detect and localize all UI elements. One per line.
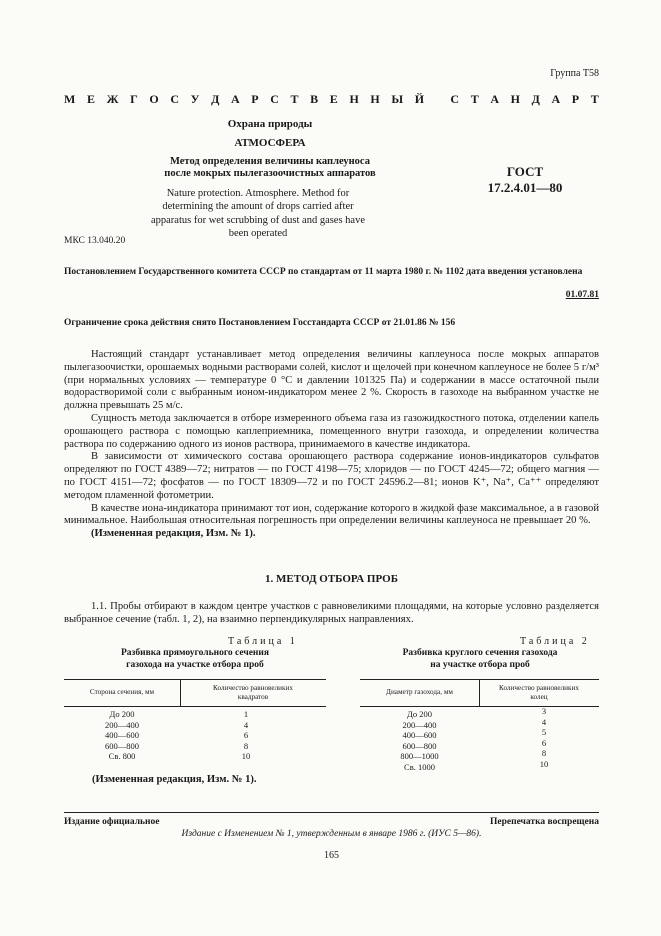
heading-letter: С [170,92,179,106]
title-line-1: Охрана природы [227,118,313,130]
heading-letter: Н [370,92,380,106]
heading-letter: Ы [391,92,404,106]
table-cell: 10 [241,751,251,762]
heading-letter: А [490,92,499,106]
title-line-2: АТМОСФЕРА [234,137,306,149]
paragraph: В зависимости от химического состава орошающего раствора содержание ионов-индикаторов сульфатов определяют по ГОСТ 4389—72; нитратов — по ГОСТ 4198—75; хлоридов — по ГОСТ 4245—72; общего магния — по ГОСТ 4151—72; фосфатов — по ГОСТ 18309—72 и по ГОСТ 24596.2—81; ионов K⁺, Na⁺, Ca⁺⁺ определяют методом пламенной фотометрии. [64,451,599,501]
heading-letter: Ж [106,92,119,106]
title-english-a: Nature protection. Atmosphere. Method for [166,188,350,199]
table1-title-a: Разбивка прямоугольного сечения [120,648,269,658]
table-cell: 8 [243,740,249,751]
table1-head-1: Сторона сечения, мм [89,688,155,696]
table-cell: До 200 [109,709,135,719]
heading-letter: Е [86,92,95,106]
table1-top-rule [64,679,326,680]
table-cell: 1 [243,709,249,719]
intro-date: 01.07.81 [565,290,599,300]
heading-letter: Р [251,92,259,106]
table2-title-a: Разбивка круглого сечения газохода [402,648,558,658]
group-code: Группа Т58 [550,68,599,79]
table-cell: 200—400 [105,719,139,730]
heading-letter: Н [510,92,520,106]
heading-letter: Д [531,92,540,106]
table1-head-2a: Количество равновеликих [213,684,293,692]
table-cell: 6 [243,730,249,741]
decree-text: Постановлением Государственного комитета СССР по стандартам от 11 марта 1980 г. № 1102 дата введения установлена [64,267,583,277]
paragraph: Сущность метода заключается в отборе измеренного объема газа из газожидкостного потока, отделении капель орошающего раствора с помощью каплеприемника, помещенного внутри газохода, и определении количества раствора по содержанию одного из ионов раствора, принимаемого в качестве индикатора. [64,412,599,450]
title-method-b: после мокрых пылегазоочистных аппаратов [164,168,376,179]
heading-letter: В [310,92,319,106]
heading-letter [436,92,439,107]
table-cell: 600—800 [402,740,437,751]
table-cell: 4 [243,719,249,730]
heading-letter: М [64,92,76,106]
table1-col-1 [64,709,180,762]
interstate-standard-heading [64,92,599,107]
table2-title-b: на участке отбора проб [430,659,530,670]
title-english-c: apparatus for wet scrubbing of dust and gases have [150,214,366,226]
table2-col-2 [479,706,609,770]
paragraph: Настоящий стандарт устанавливает метод определения величины каплеуноса после мокрых аппаратов пылегазоочистки, орошаемых водными растворами солей, кислот и щелочей при конечном каплеуносе не более 5 г/м³ (при нормальных условиях — температуре 0 °С и давлении 101325 Па) и содержании в массе остаточной пыли водорастворимой соли с выбранным ионом-индикатором менее 2 %. Скорость в газоходе на выбранном участке не должна превышать 25 м/с. [64,349,599,412]
table1-title [64,648,326,671]
mks-code: МКС 13.040.20 [64,236,126,246]
table-cell: 8 [541,748,547,759]
heading-letter: Р [571,92,580,106]
table2-head-2 [479,684,599,702]
table-cell: 3 [541,706,547,716]
footer-rule [64,812,599,813]
table-cell: 10 [539,758,549,769]
heading-letter: У [190,92,200,106]
heading-letter: Т [470,92,479,106]
table-cell: Св. 800 [108,751,136,762]
title-english [108,187,408,240]
table-cell: 6 [541,737,547,748]
page-number: 165 [324,850,339,861]
heading-letter: Н [349,92,359,106]
heading-letter: А [551,92,561,106]
gost-number [460,164,590,196]
footer-official-edition: Издание официальное [64,817,160,827]
heading-letter: Т [290,92,299,106]
revision-note-2: (Измененная редакция, Изм. № 1). [92,774,257,785]
footer-reprint-prohibited: Перепечатка воспрещена [489,817,599,827]
table1-col-2 [180,709,312,762]
revision-note: (Измененная редакция, Изм. № 1). [91,528,256,540]
table2-title [360,648,600,671]
table-cell: 400—600 [105,730,139,741]
limitation-text: Ограничение срока действия снято Постановлением Госстандарта СССР от 21.01.86 № 156 [64,318,456,328]
table-cell: 800—1000 [400,751,439,762]
heading-letter: А [230,92,240,106]
gost-label: ГОСТ [506,164,544,179]
heading-letter: С [450,92,460,106]
title-method [130,156,410,180]
table1-title-b: газохода на участке отбора проб [126,659,264,670]
title-english-b: determining the amount of drops carried after [162,201,354,213]
table1-head-rule [64,706,326,707]
paragraph: 1.1. Пробы отбирают в каждом центре участков с равновеликими площадями, на которые условно разделяется выбранное сечение (табл. 1, 2), на взаимно перпендикулярных направлениях. [64,601,599,625]
heading-letter: Г [130,92,138,106]
table-cell: До 200 [407,709,432,719]
heading-letter: Й [414,92,425,106]
table1-label: Таблица 1 [228,636,298,647]
footer-edition-note: Издание с Изменением № 1, утвержденным в январе 1986 г. (ИУС 5—86). [181,829,482,839]
table-cell: 200—400 [402,719,437,730]
table2-head-1: Диаметр газохода, мм [386,688,453,696]
heading-letter: Т [590,92,599,106]
table-cell: Св. 1000 [404,761,435,772]
heading-letter: О [149,92,159,106]
table2-label: Таблица 2 [520,636,590,647]
table-cell: 4 [541,716,547,727]
table1-head-2b: квадратов [237,693,269,701]
table-cell: 600—800 [105,740,139,751]
table1-head-2 [180,684,326,702]
heading-letter: Е [329,92,338,106]
title-english-d: been operated [228,227,288,239]
section-heading: 1. МЕТОД ОТБОРА ПРОБ [265,573,398,585]
body-text [64,349,599,541]
table-cell: 5 [541,727,547,738]
paragraph: В качестве иона-индикатора принимают тот ион, содержание которого в жидкой фазе максимальное, а в газовой минимальное. Наибольшая относительная погрешность при определении величины каплеуноса не превышает 20 %. [64,502,599,527]
gost-code: 17.2.4.01—80 [487,180,563,195]
table2-head-2b: колец [530,693,548,701]
heading-letter: С [270,92,279,106]
clause-1-1 [64,601,599,627]
title-method-a: Метод определения величины каплеуноса [170,156,370,167]
table-cell: 400—600 [402,730,437,741]
heading-letter: Д [211,92,220,106]
table2-head-2a: Количество равновеликих [499,684,579,692]
table2-col-1 [360,709,479,773]
